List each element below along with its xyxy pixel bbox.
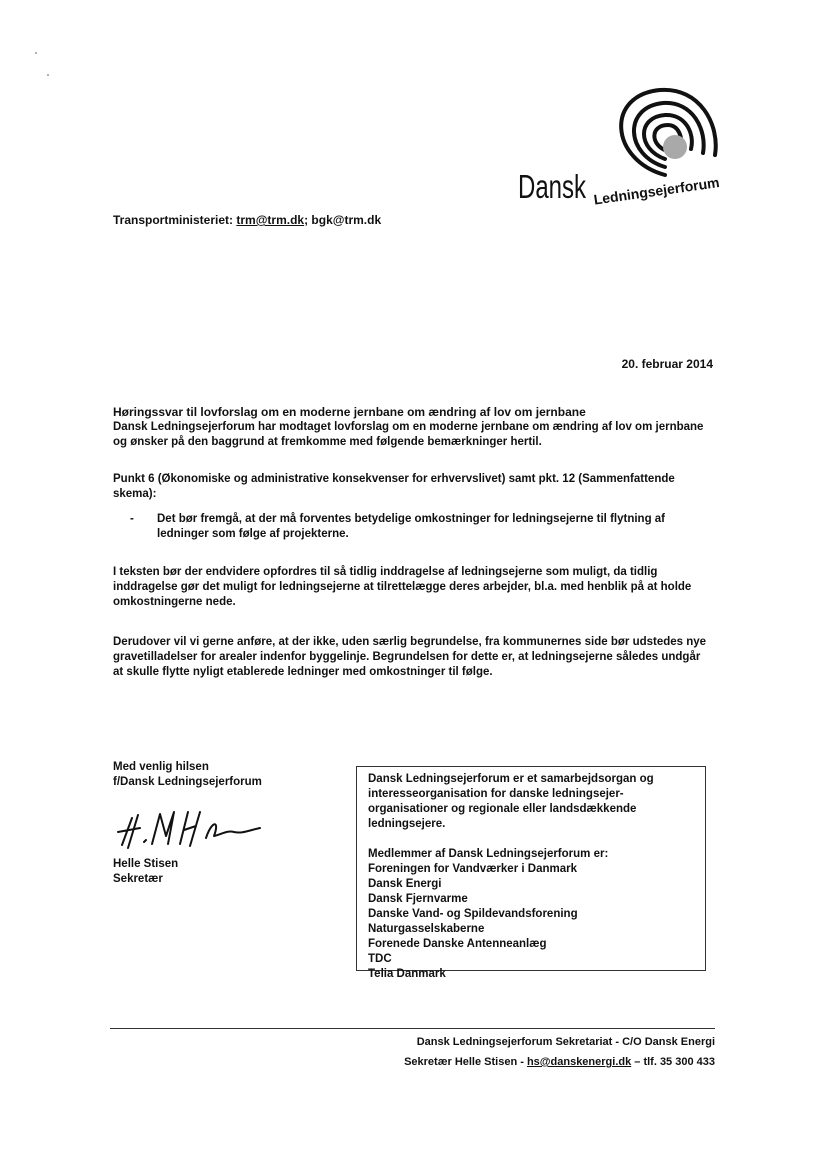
member-item: Dansk Energi bbox=[368, 878, 442, 890]
signer-block bbox=[113, 857, 178, 887]
member-item: Danske Vand- og Spildevandsforening bbox=[368, 908, 578, 920]
paragraph-permits: Derudover vil vi gerne anføre, at der ikke, uden særlig begrundelse, fra kommunernes side bør udstedes nye gravetilladelser for arealer indenfor byggelinje. Begrundelsen for dette er, at ledningsejerne således undgår at skulle flytte nyligt etablerede ledninger med omkostninger til følge. bbox=[113, 636, 707, 678]
member-item: Telia Danmark bbox=[368, 968, 446, 980]
members-list bbox=[368, 862, 705, 982]
member-item: TDC bbox=[368, 953, 392, 965]
footer-secretariat: Dansk Ledningsejerforum Sekretariat - C/O Dansk Energi bbox=[416, 1036, 715, 1048]
recipient-email-link[interactable]: trm@trm.dk bbox=[236, 213, 305, 227]
handwritten-signature bbox=[110, 800, 265, 860]
recipient-email-2: bgk@trm.dk bbox=[311, 213, 382, 227]
footer-contact-prefix: Sekretær Helle Stisen - bbox=[404, 1056, 527, 1068]
bullet-item bbox=[130, 512, 715, 542]
scan-speck bbox=[47, 74, 49, 76]
organisation-info-box bbox=[356, 766, 706, 980]
footer-phone: – tlf. 35 300 433 bbox=[631, 1056, 715, 1068]
footer-divider bbox=[110, 1028, 715, 1029]
recipient-prefix: Transportministeriet: bbox=[113, 213, 237, 227]
closing-org: f/Dansk Ledningsejerforum bbox=[113, 776, 262, 788]
member-item: Dansk Fjernvarme bbox=[368, 893, 468, 905]
intro-paragraph: Dansk Ledningsejerforum har modtaget lovforslag om en moderne jernbane om ændring af lov om jernbane og ønsker på den baggrund at fremkomme med følgende bemærkninger hertil. bbox=[113, 421, 704, 448]
scan-speck bbox=[35, 52, 37, 54]
swirl-logo-icon bbox=[515, 85, 735, 210]
organisation-description: Dansk Ledningsejerforum er et samarbejdsorgan og interesseorganisation for danske ledningsejer-organisationer og regionale eller landsdækkende ledningsejere. bbox=[368, 773, 654, 830]
closing-block bbox=[113, 760, 262, 790]
footer-contact bbox=[330, 1055, 715, 1070]
member-item: Foreningen for Vandværker i Danmark bbox=[368, 863, 577, 875]
member-item: Naturgasselskaberne bbox=[368, 923, 485, 935]
recipient-line bbox=[113, 213, 381, 228]
logo-name-main: Dansk bbox=[518, 168, 587, 205]
footer-email-link[interactable]: hs@danskenergi.dk bbox=[526, 1056, 632, 1068]
logo-name-sub: Ledningsejerforum bbox=[592, 174, 721, 208]
members-title: Medlemmer af Dansk Ledningsejerforum er: bbox=[368, 848, 609, 860]
subject-heading: Høringssvar til lovforslag om en moderne jernbane om ændring af lov om jernbane bbox=[113, 405, 586, 419]
closing-greeting: Med venlig hilsen bbox=[113, 761, 209, 773]
paragraph-early-involvement: I teksten bør der endvidere opfordres til så tidlig inddragelse af ledningsejerne som muligt, da tidlig inddragelse gør det muligt for ledningsejerne at tilrettelægge deres arbejder, bl.a. med henblik på at holde omkostningerne nede. bbox=[113, 566, 692, 608]
org-logo bbox=[515, 85, 735, 210]
letter-date: 20. februar 2014 bbox=[621, 357, 713, 371]
member-item: Forenede Danske Antenneanlæg bbox=[368, 938, 547, 950]
signer-name: Helle Stisen bbox=[113, 858, 179, 870]
letter-subject bbox=[113, 405, 713, 450]
bullet-text: Det bør fremgå, at der må forventes betydelige omkostninger for ledningsejerne til flytning af ledninger som følge af projekterne. bbox=[157, 513, 666, 540]
signer-title: Sekretær bbox=[113, 873, 163, 885]
bullet-dash: - bbox=[130, 513, 134, 525]
recipient-separator: ; bbox=[304, 213, 312, 227]
punkt-paragraph: Punkt 6 (Økonomiske og administrative konsekvenser for erhvervslivet) samt pkt. 12 (Sammenfattende skema): bbox=[113, 473, 675, 500]
